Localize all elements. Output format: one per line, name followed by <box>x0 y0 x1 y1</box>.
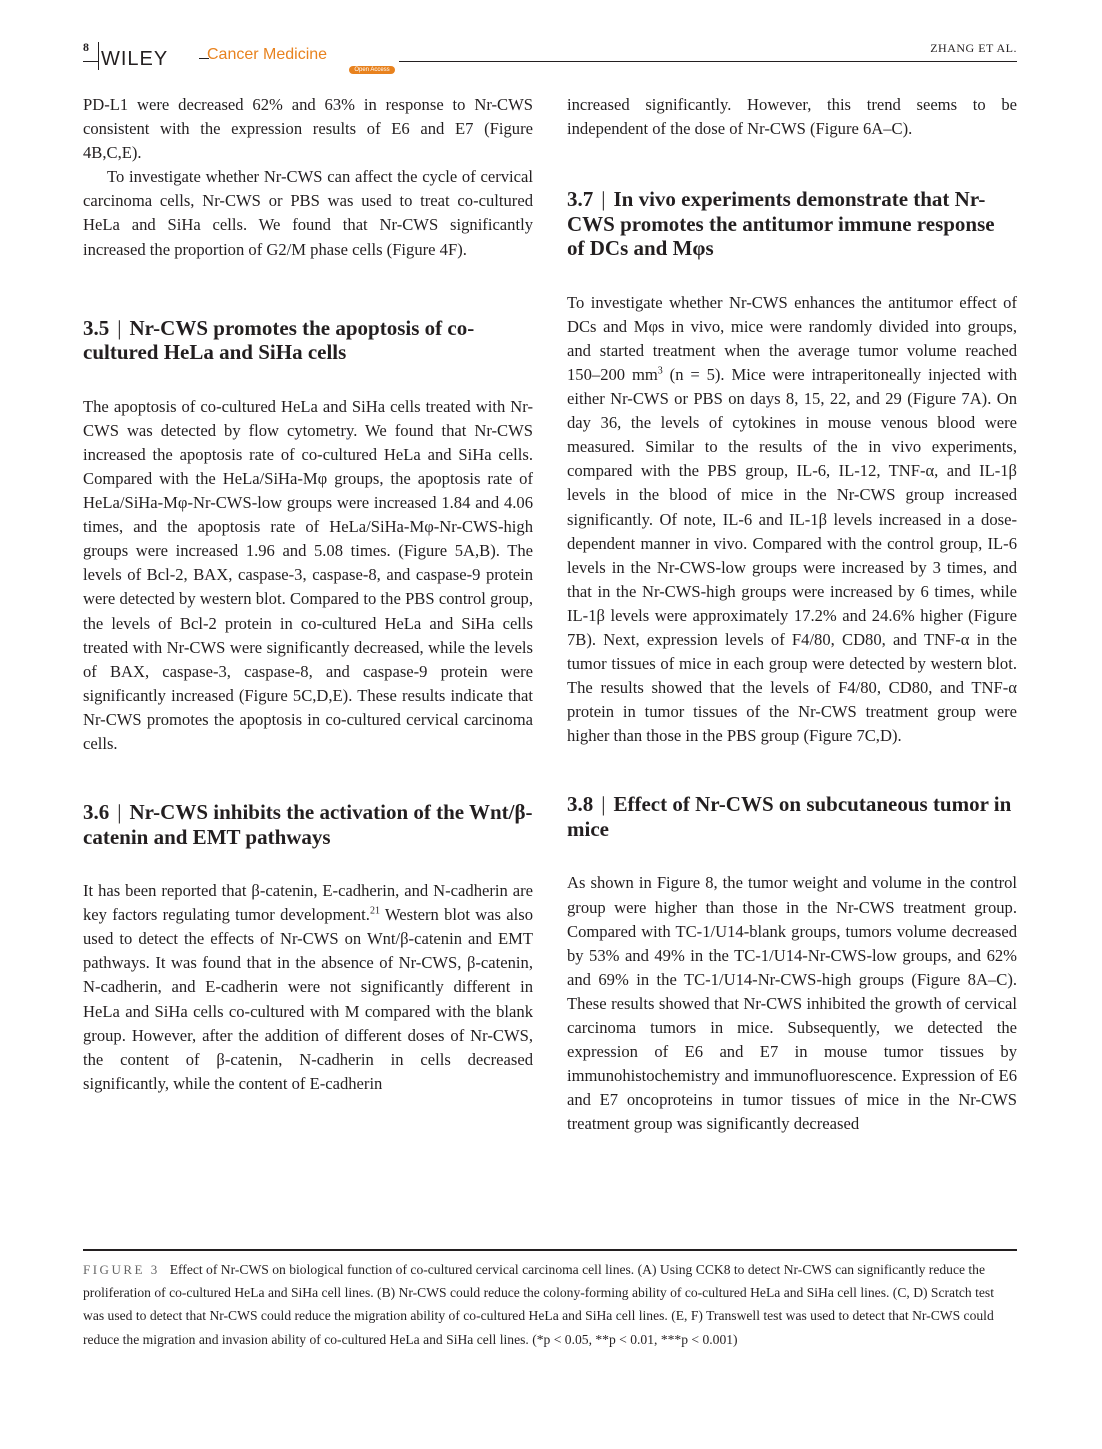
page-header <box>83 40 1017 72</box>
header-rule <box>399 61 1017 62</box>
running-author: ZHANG ET AL. <box>930 41 1017 55</box>
page-number: 8 <box>83 40 89 54</box>
paragraph: The apoptosis of co-cultured HeLa and SiHa cells treated with Nr-CWS was detected by flow cytometry. We found that Nr-CWS increased the apoptosis rate of co-cultured HeLa and SiHa cells. Compared with the HeLa/SiHa-Mφ groups, the apoptosis rate of HeLa/SiHa-Mφ-Nr-CWS-low groups were increased 1.84 and 4.06 times, and the apoptosis rate of HeLa/SiHa-Mφ-Nr-CWS-high groups were increased 1.96 and 5.08 times. (Figure 5A,B). The levels of Bcl-2, BAX, caspase-3, caspase-8, and caspase-9 protein were detected by western blot. Compared to the PBS control group, the levels of Bcl-2 protein in co-cultured HeLa and SiHa cells treated with Nr-CWS were significantly decreased, while the levels of BAX, caspase-3, caspase-8, and caspase-9 protein were significantly increased (Figure 5C,D,E). These results indicate that Nr-CWS promotes the apoptosis in co-cultured cervical carcinoma cells. <box>83 396 533 753</box>
paragraph: It has been reported that β-catenin, E-cadherin, and N-cadherin are key factors regulating tumor development.$^{21}$ Western blot was also used to detect the effects of Nr-CWS on Wnt/β-catenin and EMT pathways. It was found that in the absence of Nr-CWS, β-catenin, N-cadherin, and E-cadherin were not significantly different in HeLa and SiHa cells co-cultured with M compared with the blank group. However, after the addition of different doses of Nr-CWS, the content of β-catenin, N-cadherin in cells decreased significantly, while the content of E-cadherin <box>83 881 533 1093</box>
paragraph: To investigate whether Nr-CWS enhances the antitumor effect of DCs and Mφs in vivo, mice were randomly divided into groups, and started treatment when the average tumor volume reached 150–200 $mm^3$ (n = 5). Mice were intraperitoneally injected with either Nr-CWS or PBS on days 8, 15, 22, and 29 (Figure 7A). On day 36, the levels of cytokines in mouse venous blood were measured. Similar to the results of the in vivo experiments, compared with the PBS group, IL-6, IL-12, TNF-α, and IL-1β levels in the blood of mice in the Nr-CWS group increased significantly. Of note, IL-6 and IL-1β levels increased in a dose-dependent manner in vivo. Compared with the control group, IL-6 levels in the Nr-CWS-low groups were increased by 3 times, and that in the Nr-CWS-high groups were increased by 6 times, while IL-1β levels were approximately 17.2% and 24.6% higher (Figure 7B). Next, expression levels of F4/80, CD80, and TNF-α in the tumor tissues of mice in each group were detected by western blot. The results showed that the levels of F4/80, CD80, and TNF-α protein in tumor tissues of the Nr-CWS treatment group were higher than those in the PBS group (Figure 7C,D). <box>567 292 1017 746</box>
section-heading-3-6: 3.6 | Nr-CWS inhibits the activation of the Wnt/β-catenin and EMT pathways <box>83 800 533 849</box>
caption-rule <box>83 1249 1017 1251</box>
open-access-badge: Open Access <box>349 66 395 74</box>
section-heading-3-7: 3.7 | In vivo experiments demonstrate that Nr-CWS promotes the antitumor immune response of DCs and Mφs <box>567 187 995 261</box>
caption-text: Effect of Nr-CWS on biological function of co-cultured cervical carcinoma cell lines. (A) Using CCK8 to detect Nr-CWS can significantly reduce the proliferation of co-cultured HeLa and SiHa cell lines. (B) Nr-CWS could reduce the colony-forming ability of co-cultured HeLa and SiHa cell lines. (C, D) Scratch test was used to detect that Nr-CWS could reduce the migration ability of co-cultured HeLa and SiHa cell lines. (E, F) Transwell test was used to detect that Nr-CWS could reduce the migration and invasion ability of co-cultured HeLa and SiHa cell lines. (*p < 0.05, **p < 0.01, ***p < 0.001) <box>83 1262 994 1347</box>
paragraph: increased significantly. However, this trend seems to be independent of the dose of Nr-CWS (Figure 6A–C). <box>567 95 1017 139</box>
header-divider <box>98 42 99 70</box>
figure-caption <box>83 1258 1017 1351</box>
section-heading-3-8: 3.8 | Effect of Nr-CWS on subcutaneous tumor in mice <box>567 792 1012 841</box>
right-column <box>567 93 1017 1137</box>
header-rule-left <box>83 61 98 62</box>
left-column <box>83 93 533 1096</box>
publisher-logo: WILEY <box>101 48 169 70</box>
journal-name: Cancer Medicine <box>207 46 328 63</box>
paragraph: To investigate whether Nr-CWS can affect the cycle of cervical carcinoma cells, Nr-CWS or PBS was used to treat co-cultured HeLa and SiHa cells. We found that Nr-CWS significantly increased the proportion of G2/M phase cells (Figure 4F). <box>83 167 533 259</box>
figure-label: FIGURE 3 <box>83 1262 160 1277</box>
reference-number: 21 <box>369 905 380 917</box>
paragraph: As shown in Figure 8, the tumor weight and volume in the control group were higher than those in the Nr-CWS treatment group. Compared with TC-1/U14-blank groups, tumors volume decreased by 53% and 49% in the TC-1/U14-Nr-CWS-low groups, and 62% and 69% in the TC-1/U14-Nr-CWS-high groups (Figure 8A–C). These results showed that Nr-CWS inhibited the growth of cervical carcinoma tumors in mice. Subsequently, we detected the expression of E6 and E7 in mouse tumor tissues by immunohistochemistry and immunofluorescence. Expression of E6 and E7 oncoproteins in tumor tissues of mice in the Nr-CWS treatment group was significantly decreased <box>567 873 1017 1134</box>
section-heading-3-5: 3.5 | Nr-CWS promotes the apoptosis of co-cultured HeLa and SiHa cells <box>83 315 475 365</box>
superscript: 3 <box>657 365 663 377</box>
paragraph: PD-L1 were decreased 62% and 63% in response to Nr-CWS consistent with the expression results of E6 and E7 (Figure 4B,C,E). <box>83 95 533 163</box>
